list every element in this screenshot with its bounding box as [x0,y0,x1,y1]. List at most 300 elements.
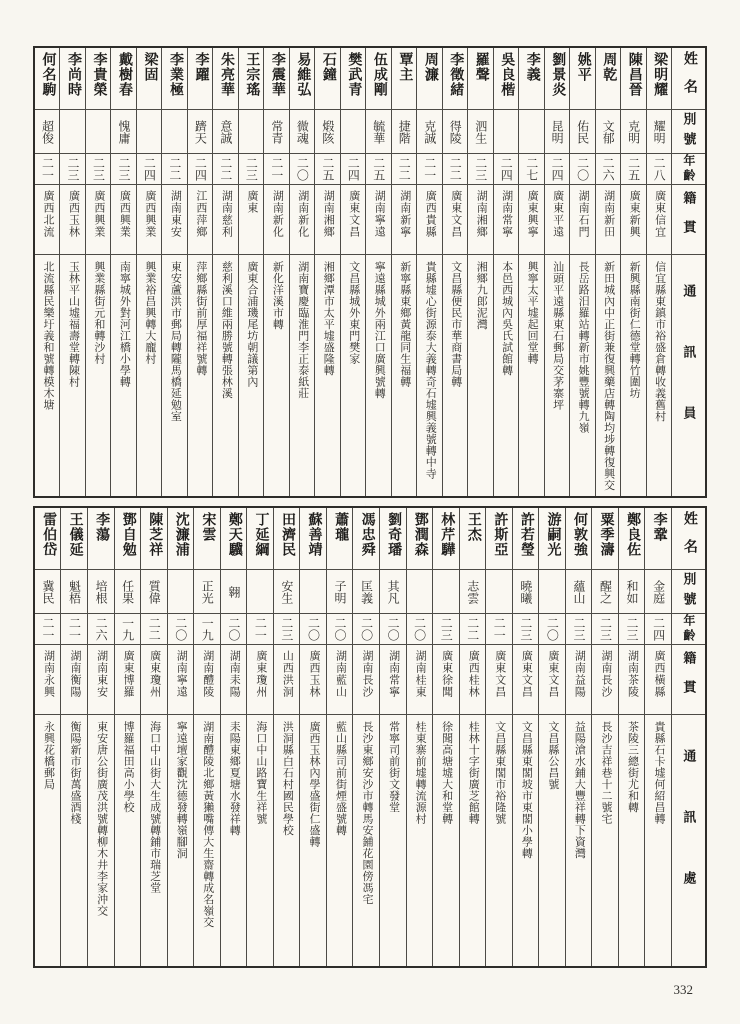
contact-address-cell [486,715,512,966]
header-label-contact: 通訊處 [681,749,697,932]
person-name: 樊武青 [346,52,362,97]
person-name: 李震華 [269,52,285,97]
native-place-cell [60,185,84,255]
person-name: 劉景炎 [550,52,566,97]
age-cell [645,614,671,645]
name-cell [60,48,84,110]
person-native-place: 湖南長沙 [599,650,612,698]
name-cell [539,508,565,570]
age-cell [486,614,512,645]
alias-cell [566,570,592,614]
age-cell [539,614,565,645]
contact-address-cell [162,255,186,496]
name-cell [188,48,212,110]
person-age: 二八 [652,157,667,181]
entry-column [289,48,314,496]
person-age: 二三 [65,157,80,181]
person-name: 許若瑩 [518,512,534,557]
age-cell [111,154,135,185]
alias-cell [115,570,141,614]
age-cell [417,154,441,185]
contact-address-cell [60,255,84,496]
person-alias: 魁梧 [67,579,82,604]
name-cell [111,48,135,110]
contact-address-cell [300,715,326,966]
person-contact-address: 文昌縣公昌號 [546,721,559,790]
person-contact-address: 海口中山路寶生祥號 [254,721,267,825]
entry-column [591,508,618,966]
person-alias: 匡義 [359,579,374,604]
native-place-cell [392,185,416,255]
age-cell [353,614,379,645]
alias-cell [168,570,194,614]
age-cell [570,154,594,185]
person-age: 二〇 [226,617,241,641]
native-place-cell [407,645,433,715]
header-label-name: 姓名 [681,510,697,567]
person-contact-address: 文昌縣東閣市裕隆號 [493,721,506,825]
name-cell [647,48,671,110]
person-contact-address: 廣東合浦璣尾坊朝議第內 [245,261,258,388]
person-age: 二二 [397,157,412,181]
age-cell [443,154,467,185]
person-alias: 超俊 [40,119,55,144]
age-cell [545,154,569,185]
name-cell [566,508,592,570]
person-name: 蕭瓏 [333,512,349,542]
native-place-cell [621,185,645,255]
contact-address-cell [468,255,492,496]
age-cell [221,614,247,645]
entry-column [114,508,141,966]
person-native-place: 湖南新田 [602,190,615,238]
person-name: 周乾 [601,52,617,82]
person-age: 二四 [193,157,208,181]
alias-cell [486,570,512,614]
person-age: 二一 [422,157,437,181]
person-name: 易維弘 [295,52,311,97]
person-alias: 煅陔 [320,119,335,144]
native-place-cell [115,645,141,715]
alias-cell [645,570,671,614]
age-cell [407,614,433,645]
person-native-place: 廣西興業 [118,190,131,238]
contact-address-cell [35,715,61,966]
age-cell [592,614,618,645]
age-cell [137,154,161,185]
person-alias: 質偉 [147,579,162,604]
name-cell [407,508,433,570]
person-contact-address: 本邑西城內吳氏試館轉 [500,261,513,376]
name-cell [247,508,273,570]
contact-address-cell [433,715,459,966]
native-place-cell [460,645,486,715]
entry-column [246,508,273,966]
person-age: 二一 [67,617,82,641]
person-name: 田濟民 [279,512,295,557]
age-cell [141,614,167,645]
person-name: 陳芝祥 [147,512,163,557]
person-contact-address: 東安唐公街廣茂洪號轉柳木井李家沖交 [95,721,108,917]
person-name: 李貴榮 [91,52,107,97]
person-contact-address: 萍鄉縣街前厚福祥號轉 [194,261,207,376]
name-cell [300,508,326,570]
contact-address-cell [111,255,135,496]
person-native-place: 湖南寧遠 [175,650,188,698]
entry-column [544,48,569,496]
alias-cell [239,110,263,154]
person-name: 蘇善靖 [306,512,322,557]
contact-address-cell [513,715,539,966]
entry-column [467,48,492,496]
native-place-cell [619,645,645,715]
header-cell-name [672,48,705,110]
person-alias: 泗生 [473,119,488,144]
contact-address-cell [115,715,141,966]
native-place-cell [137,185,161,255]
person-native-place: 廣東瓊州 [254,650,267,698]
entry-column [493,48,518,496]
person-name: 陳昌晉 [626,52,642,97]
alias-cell [327,570,353,614]
contact-address-cell [494,255,518,496]
native-place-cell [341,185,365,255]
person-alias: 和如 [625,579,640,604]
person-name: 吳良楷 [499,52,515,97]
native-place-cell [35,185,59,255]
person-alias: 毓華 [371,119,386,144]
alias-cell [141,570,167,614]
alias-cell [86,110,110,154]
native-place-cell [443,185,467,255]
person-contact-address: 茶陵三總街尤和轉 [626,721,639,813]
person-name: 鄭天驥 [226,512,242,557]
person-native-place: 湖南新化 [271,190,284,238]
person-native-place: 廣西興業 [92,190,105,238]
person-contact-address: 博羅福田高小學校 [122,721,135,813]
person-contact-address: 益陽滄水鋪大豐祥轉下資灣 [573,721,586,859]
person-name: 姚平 [575,52,591,82]
alias-cell [513,570,539,614]
person-name: 何名駒 [40,52,56,97]
contact-address-cell [647,255,671,496]
entry-column [212,48,237,496]
person-age: 一九 [200,617,215,641]
contact-address-cell [407,715,433,966]
person-name: 鄧潤森 [412,512,428,557]
native-place-cell [327,645,353,715]
age-cell [168,614,194,645]
alias-cell [213,110,237,154]
person-age: 一九 [120,617,135,641]
person-native-place: 廣東 [245,190,258,214]
person-alias: 躋天 [193,119,208,144]
person-age: 二三 [625,617,640,641]
person-native-place: 廣東瓊州 [148,650,161,698]
person-contact-address: 常寧司前街文發堂 [387,721,400,813]
entry-column [569,48,594,496]
name-cell [162,48,186,110]
entry-column [187,48,212,496]
person-name: 周濂 [422,52,438,82]
header-cell-alias [672,110,705,154]
alias-cell [647,110,671,154]
name-cell [433,508,459,570]
person-contact-address: 興寧太平墟起回堂轉 [526,261,539,365]
alias-cell [35,570,61,614]
entry-column [140,508,167,966]
person-name: 王杰 [465,512,481,542]
person-contact-address: 永興花橋郵局 [42,721,55,790]
entry-column [60,508,87,966]
person-contact-address: 廣西玉林內學盛街仁盛轉 [307,721,320,848]
person-native-place: 湖南慈利 [220,190,233,238]
person-age: 二三 [91,157,106,181]
person-age: 二二 [167,157,182,181]
person-native-place: 湖南東安 [95,650,108,698]
person-name: 李尚時 [66,52,82,97]
alias-cell [392,110,416,154]
person-native-place: 廣西北流 [41,190,54,238]
person-native-place: 湖南永興 [42,650,55,698]
header-label-contact: 通訊員 [681,284,697,467]
name-cell [366,48,390,110]
person-alias: 克明 [626,119,641,144]
age-cell [300,614,326,645]
person-contact-address: 興業縣街元和轉沙村 [92,261,105,365]
age-cell [239,154,263,185]
age-cell [366,154,390,185]
entry-column [512,508,539,966]
person-native-place: 廣東文昌 [520,650,533,698]
contact-address-cell [519,255,543,496]
native-place-cell [88,645,114,715]
person-contact-address: 湖南醴陵北鄉黃獺嘴傳大生齋轉成名嶺交 [201,721,214,928]
person-contact-address: 衡陽新市街萬盛酒棧 [69,721,82,825]
age-cell [460,614,486,645]
age-cell [115,614,141,645]
contact-address-cell [221,715,247,966]
name-cell [380,508,406,570]
register-table-lower [33,506,707,968]
native-place-cell [274,645,300,715]
native-place-cell [290,185,314,255]
name-cell [35,48,59,110]
entry-column [618,508,645,966]
name-cell [315,48,339,110]
native-place-cell [366,185,390,255]
person-native-place: 湖南茶陵 [626,650,639,698]
person-alias: 佑民 [575,119,590,144]
person-native-place: 廣東文昌 [449,190,462,238]
person-name: 戴樹春 [117,52,132,97]
contact-address-cell [274,715,300,966]
person-age: 二〇 [333,617,348,641]
header-cell-alias [672,570,705,614]
alias-cell [545,110,569,154]
person-name: 雷伯岱 [41,512,57,557]
person-contact-address: 寧遠縣城外兩江口廣興號轉 [373,261,386,399]
person-native-place: 湖南益陽 [573,650,586,698]
person-age: 二〇 [173,617,188,641]
person-alias: 志雲 [465,579,480,604]
name-cell [341,48,365,110]
person-contact-address: 興業裕昌興轉大龐村 [143,261,156,365]
person-contact-address: 長岳路汨羅站轉新市姚豐號轉九嶺 [577,261,590,434]
entry-column [238,48,263,496]
person-native-place: 湖南藍山 [334,650,347,698]
person-native-place: 湖南桂東 [414,650,427,698]
age-cell [468,154,492,185]
person-name: 梁明耀 [652,52,668,97]
person-age: 二〇 [412,617,427,641]
age-cell [86,154,110,185]
name-cell [61,508,87,570]
native-place-cell [433,645,459,715]
entry-column [110,48,135,496]
age-cell [327,614,353,645]
person-alias: 冀民 [41,579,55,604]
person-native-place: 湖南東安 [169,190,182,238]
alias-cell [188,110,212,154]
person-contact-address: 新田城內中正街兼復興藥店轉陶均埗轉復興交 [602,261,615,491]
person-name: 沈濂浦 [173,512,189,557]
person-age: 二一 [269,157,284,181]
native-place-cell [162,185,186,255]
age-cell [513,614,539,645]
alias-cell [417,110,441,154]
age-cell [274,614,300,645]
name-cell [115,508,141,570]
native-place-cell [486,645,512,715]
header-column [671,508,705,966]
contact-address-cell [619,715,645,966]
entry-column [161,48,186,496]
alias-cell [519,110,543,154]
person-name: 李鞏 [651,512,667,542]
contact-address-cell [570,255,594,496]
name-cell [290,48,314,110]
name-cell [141,508,167,570]
entry-column [432,508,459,966]
alias-cell [353,570,379,614]
person-contact-address: 文昌縣東閣坡市東閣小學轉 [520,721,533,859]
header-label-native: 籍貫 [681,650,697,709]
alias-cell [194,570,220,614]
name-cell [239,48,263,110]
person-name: 何敦強 [572,512,587,557]
person-contact-address: 新興縣南街仁德堂轉竹圍坊 [628,261,641,399]
register-table-upper [33,46,707,498]
contact-address-cell [264,255,288,496]
entry-column [442,48,467,496]
native-place-cell [494,185,518,255]
person-native-place: 廣東興寧 [526,190,539,238]
name-cell [264,48,288,110]
person-age: 二三 [279,617,294,641]
page-number: 332 [673,982,693,997]
age-cell [247,614,273,645]
alias-cell [366,110,390,154]
native-place-cell [168,645,194,715]
person-native-place: 廣東新興 [628,190,641,238]
contact-address-cell [545,255,569,496]
age-cell [341,154,365,185]
native-place-cell [239,185,263,255]
contact-address-cell [566,715,592,966]
native-place-cell [315,185,339,255]
age-cell [35,614,61,645]
person-contact-address: 東安蘆洪市郵局轉隴馬橋延勉室 [169,261,182,422]
person-age: 二一 [41,617,55,641]
entry-column [340,48,365,496]
name-cell [494,48,518,110]
contact-address-cell [61,715,87,966]
age-cell [290,154,314,185]
entry-column [299,508,326,966]
alias-cell [539,570,565,614]
name-cell [621,48,645,110]
person-contact-address: 長沙東鄉安沙市轉馬安鋪花園傍馮宅 [361,721,374,905]
header-cell-age [672,614,705,645]
person-native-place: 山西洪洞 [281,650,294,698]
name-cell [570,48,594,110]
contact-address-cell [137,255,161,496]
name-cell [619,508,645,570]
person-alias: 愧庸 [116,119,131,144]
person-name: 王宗瑤 [244,52,260,97]
native-place-cell [86,185,110,255]
person-contact-address: 徐聞高塘墟大和堂轉 [440,721,453,825]
alias-cell [264,110,288,154]
alias-cell [290,110,314,154]
native-place-cell [592,645,618,715]
native-place-cell [213,185,237,255]
header-cell-age [672,154,705,185]
contact-address-cell [213,255,237,496]
name-cell [545,48,569,110]
person-native-place: 廣東文昌 [493,650,506,698]
person-contact-address: 寧遠壇家觀沈德發轉嶺腳洞 [175,721,188,859]
entry-column [273,508,300,966]
person-contact-address: 貴縣石卡墟何紹昌轉 [653,721,666,825]
person-age: 二二 [147,617,162,641]
entry-column [87,508,114,966]
person-age: 二〇 [575,157,590,181]
alias-cell [88,570,114,614]
age-cell [494,154,518,185]
person-name: 李徵緒 [448,52,464,97]
person-native-place: 湖南常寧 [387,650,400,698]
age-cell [566,614,592,645]
contact-address-cell [380,715,406,966]
alias-cell [380,570,406,614]
person-alias: 安生 [279,579,294,604]
native-place-cell [539,645,565,715]
contact-address-cell [341,255,365,496]
alias-cell [162,110,186,154]
native-place-cell [141,645,167,715]
contact-address-cell [596,255,620,496]
alias-cell [300,570,326,614]
contact-address-cell [645,715,671,966]
alias-cell [407,570,433,614]
person-native-place: 湖南寧遠 [373,190,386,238]
age-cell [596,154,620,185]
person-native-place: 湖南常寧 [500,190,513,238]
alias-cell [137,110,161,154]
native-place-cell [417,185,441,255]
